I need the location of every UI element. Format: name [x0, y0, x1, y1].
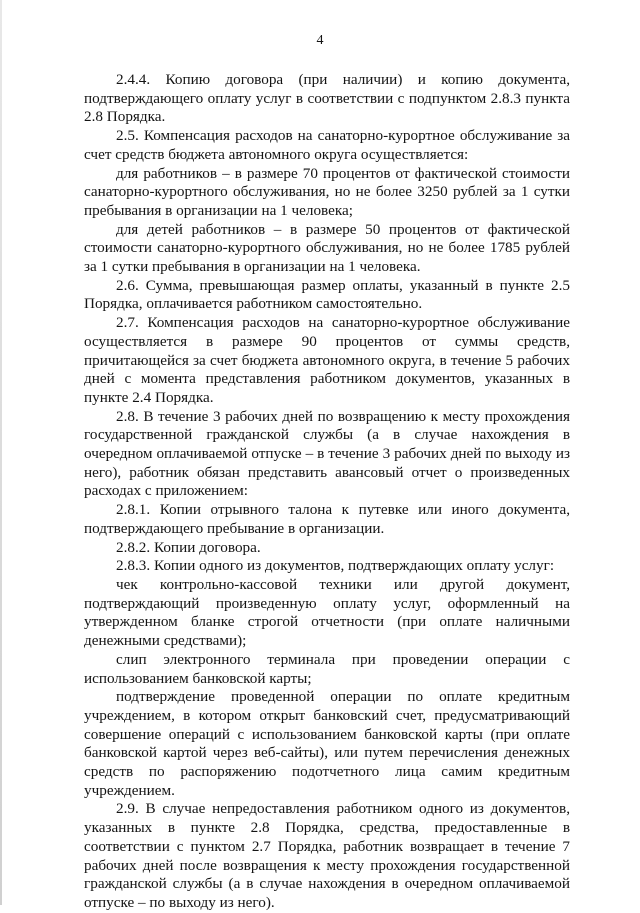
paragraph-2-5-employees: для работников – в размере 70 процентов от фактической стоимости санаторно-курортного обслуживания, но не более 3250 рублей за 1 сутки пребывания в организации на 1 человека; [84, 164, 570, 219]
document-body [84, 71, 570, 913]
paragraph-2-8-3: 2.8.3. Копии одного из документов, подтверждающих оплату услуг: [116, 557, 555, 575]
scan-edge [0, 0, 2, 905]
paragraph-bank-confirmation: подтверждение проведенной операции по оплате кредитным учреждением, в котором открыт банковский счет, предусматривающий совершение операций с использованием банковской карты (при оплате банковской картой через веб-сайты), или путем перечисления денежных средств по распоряжению подотчетного лица самим кредитным учреждением. [84, 688, 570, 799]
paragraph-2-5: 2.5. Компенсация расходов на санаторно-курортное обслуживание за счет средств бюджета автономного округа осуществляется: [84, 127, 570, 163]
paragraph-2-7: 2.7. Компенсация расходов на санаторно-курортное обслуживание осуществляется в размере 90 процентов от суммы средств, причитающейся за счет бюджета автономного округа, в течение 5 рабочих дней с момента представления работником документов, указанных в пункте 2.4 Порядка. [84, 314, 570, 406]
paragraph-2-5-children: для детей работников – в размере 50 процентов от фактической стоимости санаторно-курортного обслуживания, но не более 1785 рублей за 1 сутки пребывания в организации на 1 человека. [84, 220, 570, 276]
paragraph-receipt: чек контрольно-кассовой техники или другой документ, подтверждающий произведенную оплату услуг, оформленный на утвержденном бланке строгой отчетности (при оплате наличными денежными средствами); [84, 575, 570, 650]
paragraph-2-8-1: 2.8.1. Копии отрывного талона к путевке или иного документа, подтверждающего пребывание в организации. [84, 501, 570, 537]
paragraph-2-6: 2.6. Сумма, превышающая размер оплаты, указанный в пункте 2.5 Порядка, оплачивается работником самостоятельно. [84, 276, 570, 313]
paragraph-2-9: 2.9. В случае непредоставления работником одного из документов, указанных в пункте 2.8 Порядка, средства, предоставленные в соответствии с пунктом 2.7 Порядка, работник возвращает в течение 7 рабочих дней после возвращения к месту прохождения государственной гражданской службы (а в случае нахождения в очередном оплачиваемой отпуске – по выходу из него). [84, 800, 570, 911]
paragraph-2-8: 2.8. В течение 3 рабочих дней по возвращению к месту прохождения государственной гражданской службы (а в случае нахождения в очередном оплачиваемой отпуске – в течение 3 рабочих дней по выходу из него), работник обязан представить авансовый отчет о произведенных расходах с приложением: [84, 407, 570, 500]
paragraph-slip: слип электронного терминала при проведении операции с использованием банковской карты; [84, 650, 570, 687]
paragraph-2-8-2: 2.8.2. Копии договора. [116, 538, 261, 556]
paragraph-2-4-4: 2.4.4. Копию договора (при наличии) и копию документа, подтверждающего оплату услуг в соответствии с подпунктом 2.8.3 пункта 2.8 Порядка. [84, 71, 570, 126]
page-number: 4 [316, 33, 324, 48]
